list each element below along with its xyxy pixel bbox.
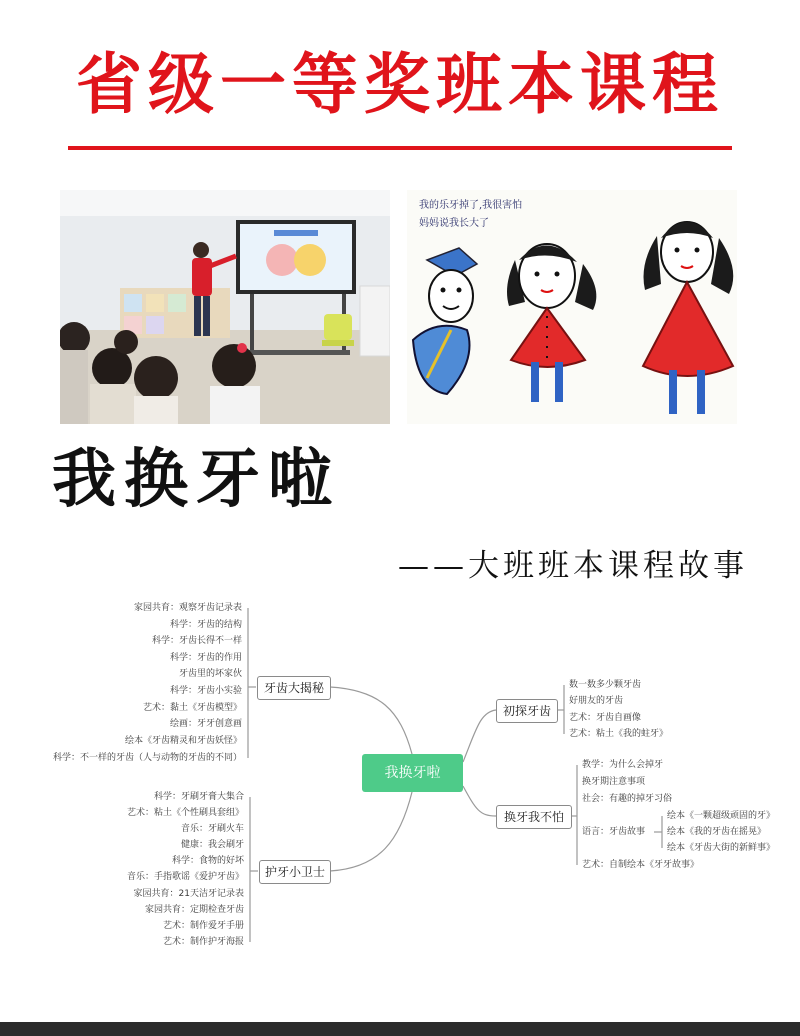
list-item: 艺术：制作爱牙手册 <box>162 921 244 931</box>
list-item: 家园共育：定期检查牙齿 <box>144 905 244 915</box>
mind-map-center-node: 我换牙啦 <box>362 754 463 792</box>
list-item: 艺术：粘土《个性刷具套组》 <box>126 808 244 818</box>
list-item: 绘本《一颗超级顽固的牙》 <box>667 811 776 821</box>
list-item: 艺术：制作护牙海报 <box>162 937 244 947</box>
list-item: 绘画：牙牙创意画 <box>169 719 242 729</box>
branch-node-not-afraid: 换牙我不怕 <box>496 805 572 829</box>
drawing-handwriting-line2: 妈妈说我长大了 <box>419 218 489 229</box>
list-item: 艺术：粘土《我的蛀牙》 <box>569 729 669 739</box>
list-item: 绘本《牙齿大街的新鲜事》 <box>667 843 776 853</box>
classroom-photo <box>60 190 390 424</box>
list-item: 好朋友的牙齿 <box>569 696 624 706</box>
section-subtitle: ——大班班本课程故事 <box>398 548 748 584</box>
list-item: 社会：有趣的掉牙习俗 <box>582 794 673 804</box>
list-item: 语言：牙齿故事 <box>582 827 646 837</box>
list-item: 科学：牙刷牙膏大集合 <box>153 792 244 802</box>
branch-node-explore-teeth: 初探牙齿 <box>496 699 558 723</box>
list-item: 教学：为什么会掉牙 <box>582 760 664 770</box>
list-item: 科学：牙齿的作用 <box>169 653 242 663</box>
list-item: 换牙期注意事项 <box>582 777 646 787</box>
list-item: 家园共育：21天洁牙记录表 <box>133 889 244 899</box>
list-item: 数一数多少颗牙齿 <box>569 680 642 690</box>
drawing-handwriting-line1: 我的乐牙掉了,我很害怕 <box>419 200 523 211</box>
list-item: 音乐：手指歌谣《爱护牙齿》 <box>126 872 244 882</box>
list-item: 绘本《牙齿精灵和牙齿妖怪》 <box>124 736 242 746</box>
list-item: 艺术：牙齿自画像 <box>569 713 642 723</box>
title-underline <box>68 146 732 150</box>
child-drawing-photo <box>407 190 737 424</box>
list-item: 科学：食物的好坏 <box>171 856 244 866</box>
mind-map <box>0 590 800 970</box>
list-item: 牙齿里的坏家伙 <box>178 669 242 679</box>
list-item: 音乐：牙刷火车 <box>180 824 244 834</box>
list-item: 科学：不一样的牙齿（人与动物的牙齿的不同） <box>52 753 242 763</box>
bottom-bar <box>0 1022 800 1036</box>
list-item: 绘本《我的牙齿在摇晃》 <box>667 827 767 837</box>
list-item: 艺术：自制绘本《牙牙故事》 <box>582 860 700 870</box>
list-item: 科学：牙齿的结构 <box>169 620 242 630</box>
list-item: 家园共育：观察牙齿记录表 <box>133 603 242 613</box>
section-title: 我换牙啦 <box>52 443 340 517</box>
list-item: 艺术：黏土《牙齿模型》 <box>142 703 242 713</box>
page-title: 省级一等奖班本课程 <box>76 46 724 123</box>
list-item: 科学：牙齿小实验 <box>169 686 242 696</box>
list-item: 健康：我会刷牙 <box>180 840 244 850</box>
branch-node-tooth-guard: 护牙小卫士 <box>259 860 331 884</box>
list-item: 科学：牙齿长得不一样 <box>151 636 242 646</box>
branch-node-teeth-secrets: 牙齿大揭秘 <box>257 676 331 700</box>
